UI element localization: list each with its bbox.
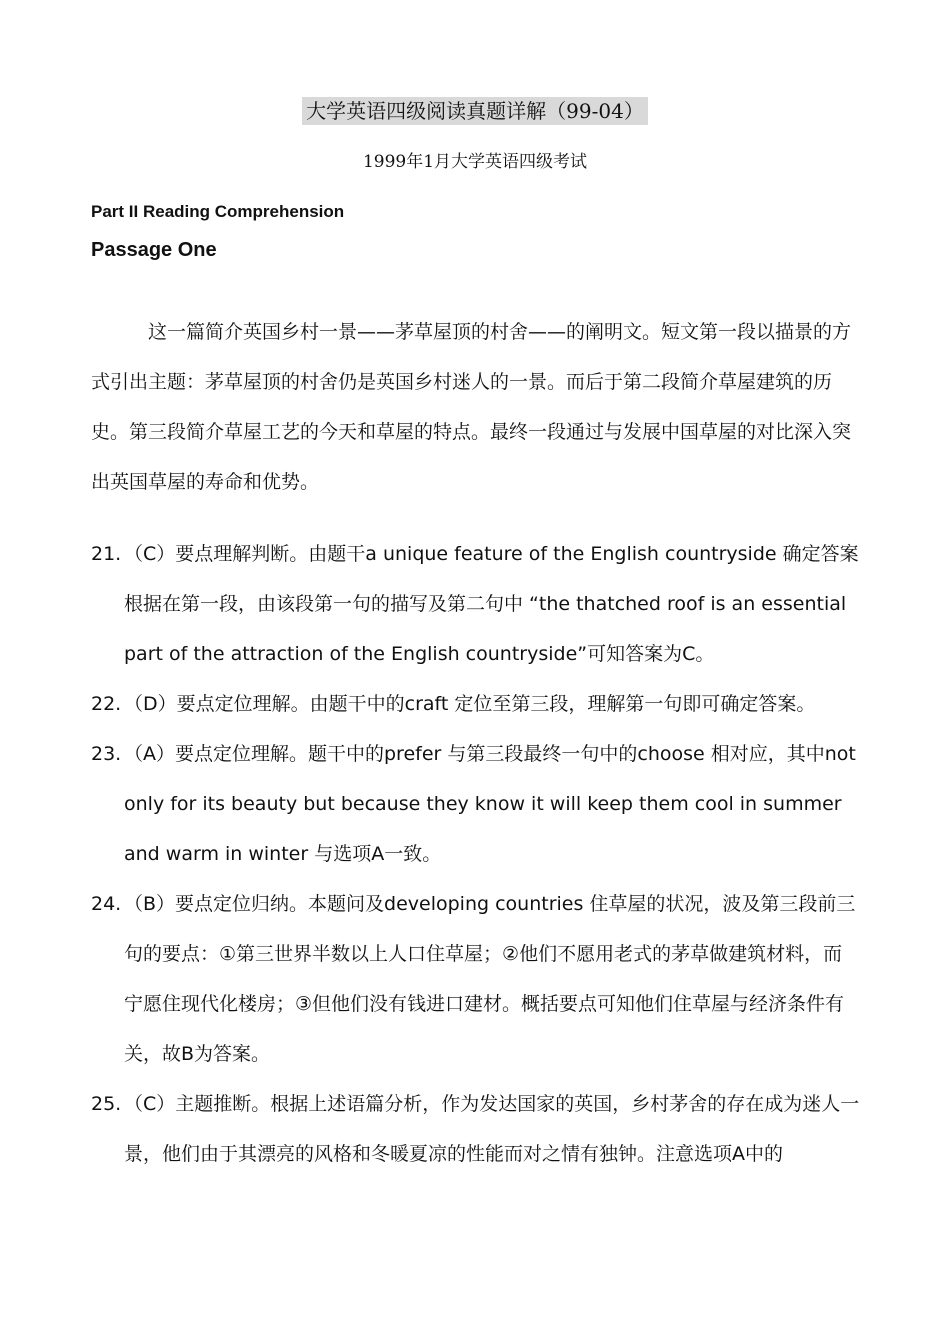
answer-item-24 — [91, 879, 861, 1079]
answer-text: （D）要点定位理解。由题干中的craft 定位至第三段，理解第一句即可确定答案。 — [124, 693, 816, 715]
answer-number: 25. — [91, 1093, 122, 1115]
answer-number: 23. — [91, 743, 122, 765]
answer-number: 22. — [91, 693, 122, 715]
answer-number: 24. — [91, 893, 122, 915]
title-container — [0, 97, 950, 125]
answer-text: （A）要点定位理解。题干中的prefer 与第三段最终一句中的choose 相对应，其中not only for its beauty but because they know it will keep them cool in summer and warm in winter 与选项A一致。 — [124, 743, 856, 865]
exam-subtitle: 1999年1月大学英语四级考试 — [362, 152, 588, 172]
answer-item-23 — [91, 729, 861, 879]
answer-text: （B）要点定位归纳。本题问及developing countries 住草屋的状况，波及第三段前三句的要点：①第三世界半数以上人口住草屋；②他们不愿用老式的茅草做建筑材料，而宁愿住现代化楼房；③但他们没有钱进口建材。概括要点可知他们住草屋与经济条件有关，故B为答案。 — [124, 893, 856, 1065]
answer-item-25 — [91, 1079, 861, 1179]
passage-heading: Passage One — [91, 239, 217, 261]
answer-list — [91, 529, 861, 1179]
part-heading: Part II Reading Comprehension — [91, 202, 345, 221]
answer-item-22 — [91, 679, 861, 729]
answer-number: 21. — [91, 543, 122, 565]
document-title: 大学英语四级阅读真题详解（99-04） — [302, 97, 648, 125]
answer-text: （C）主题推断。根据上述语篇分析，作为发达国家的英国，乡村茅舍的存在成为迷人一景，他们由于其漂亮的风格和冬暖夏凉的性能而对之情有独钟。注意选项A中的 — [124, 1093, 860, 1165]
answer-text: （C）要点理解判断。由题干a unique feature of the English countryside 确定答案根据在第一段，由该段第一句的描写及第二句中 “the thatched roof is an essential part of the attraction of the English countryside”可知答案为C。 — [124, 543, 859, 665]
answer-item-21 — [91, 529, 861, 679]
passage-analysis: 这一篇简介英国乡村一景——茅草屋顶的村舍——的阐明文。短文第一段以描景的方式引出主题：茅草屋顶的村舍仍是英国乡村迷人的一景。而后于第二段简介草屋建筑的历史。第三段简介草屋工艺的今天和草屋的特点。最终一段通过与发展中国草屋的对比深入突出英国草屋的寿命和优势。 — [91, 321, 852, 493]
